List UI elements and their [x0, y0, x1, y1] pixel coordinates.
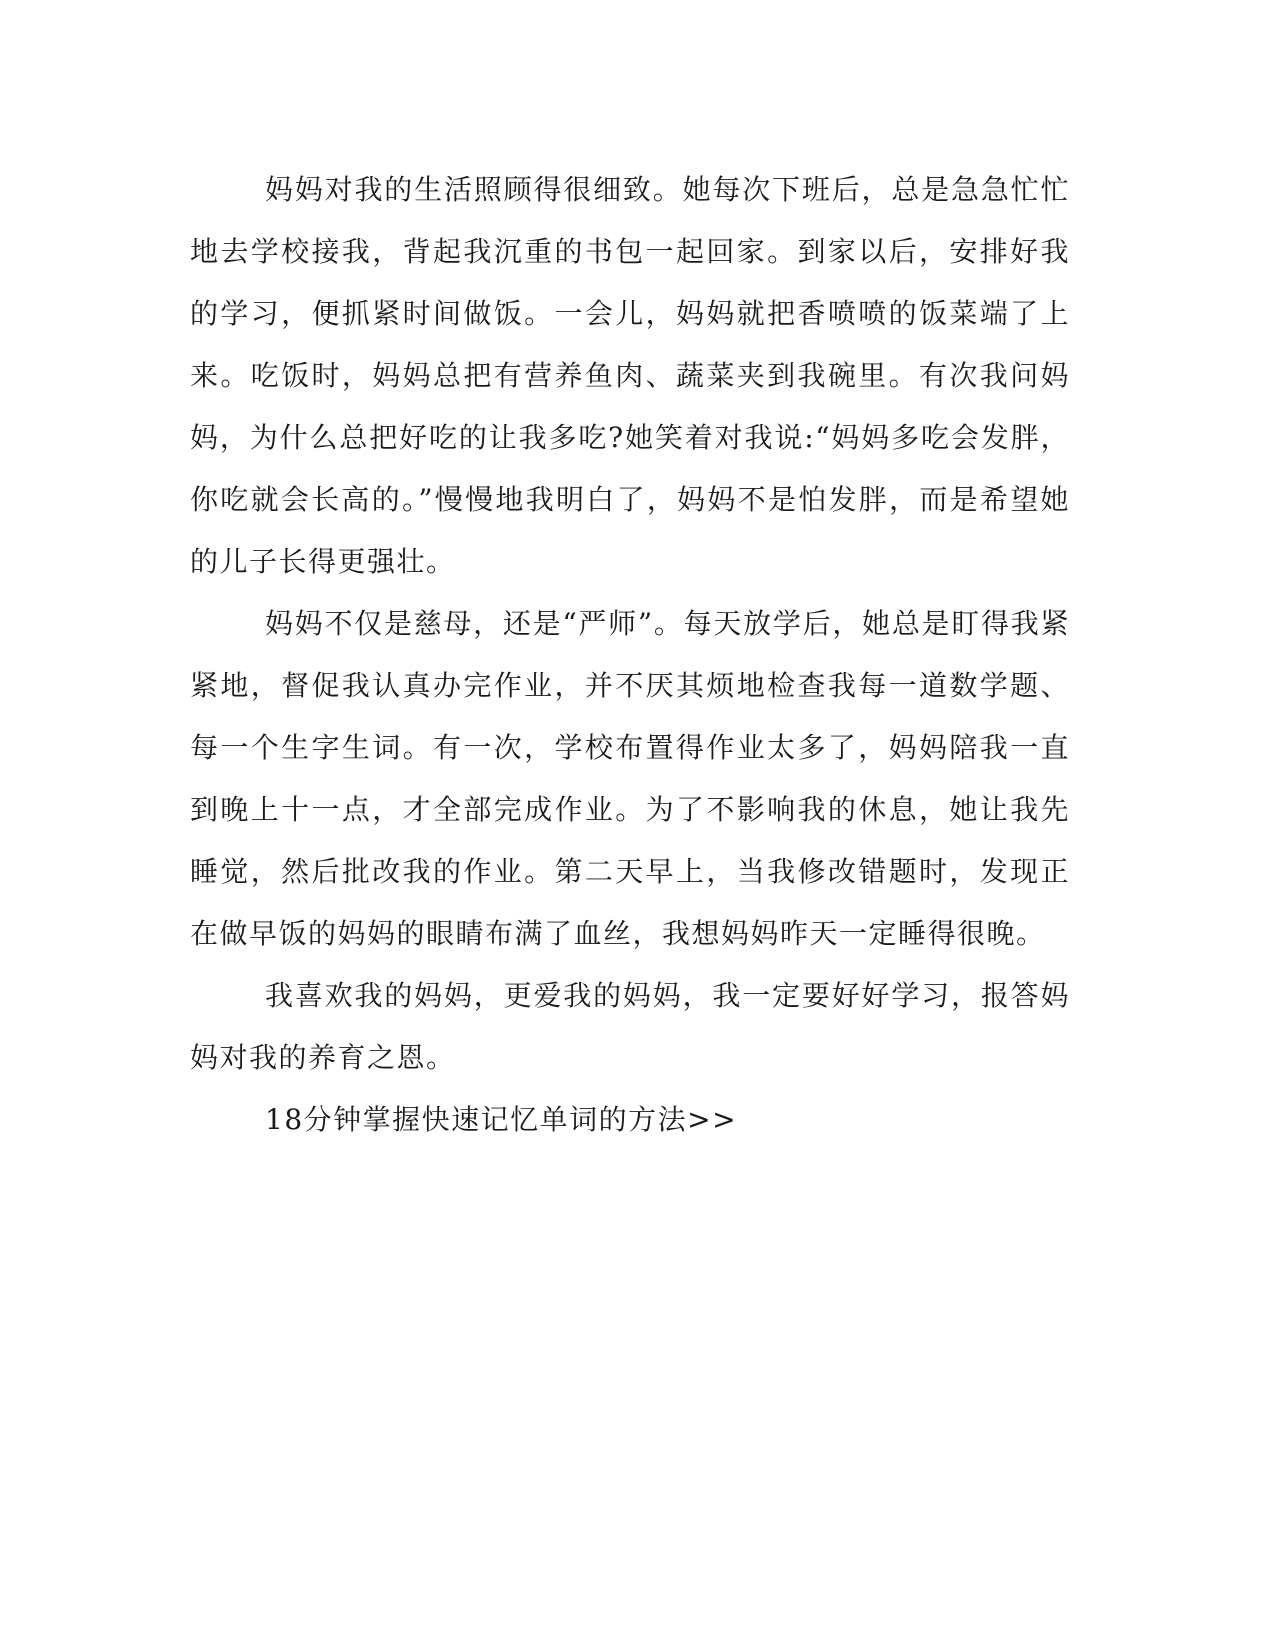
paragraph-care: 妈妈对我的生活照顾得很细致。她每次下班后，总是急急忙忙地去学校接我，背起我沉重的书包一起回家。到家以后，安排好我的学习，便抓紧时间做饭。一会儿，妈妈就把香喷喷的饭菜端了上来。吃饭时，妈妈总把有营养鱼肉、蔬菜夹到我碗里。有次我问妈妈，为什么总把好吃的让我多吃?她笑着对我说:“妈妈多吃会发胖，你吃就会长高的。”慢慢地我明白了，妈妈不是怕发胖，而是希望她的儿子长得更强壮。	[190, 173, 1070, 578]
paragraph-gratitude: 我喜欢我的妈妈，更爱我的妈妈，我一定要好好学习，报答妈妈对我的养育之恩。	[190, 979, 1070, 1074]
vocabulary-method-link[interactable]: 18分钟掌握快速记忆单词的方法>>	[265, 1103, 738, 1136]
paragraph-strict-teacher: 妈妈不仅是慈母，还是“严师”。每天放学后，她总是盯得我紧紧地，督促我认真办完作业，并不厌其烦地检查我每一道数学题、每一个生字生词。有一次，学校布置得作业太多了，妈妈陪我一直到晚上十一点，才全部完成作业。为了不影响我的休息，她让我先睡觉，然后批改我的作业。第二天早上，当我修改错题时，发现正在做早饭的妈妈的眼睛布满了血丝，我想妈妈昨天一定睡得很晚。	[190, 607, 1070, 950]
document-body	[190, 159, 1070, 1151]
